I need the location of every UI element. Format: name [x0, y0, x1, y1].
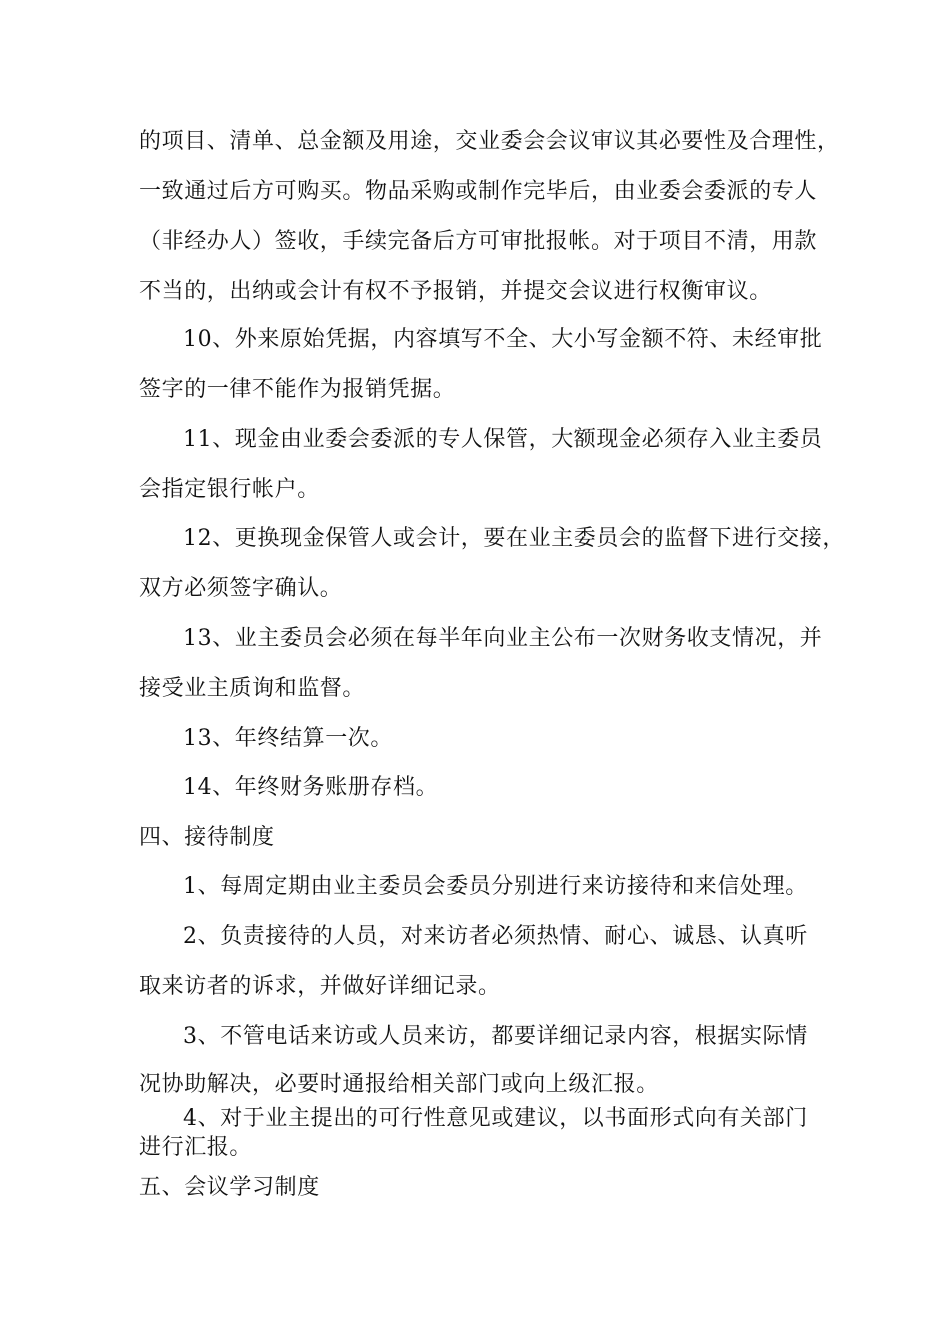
section-heading: 五、会议学习制度: [139, 1175, 320, 1200]
text-line: 接受业主质询和监督。: [139, 676, 366, 701]
text-line: 13、业主委员会必须在每半年向业主公布一次财务收支情况，并: [183, 626, 823, 651]
text-line: 2、负责接待的人员，对来访者必须热情、耐心、诚恳、认真听: [183, 924, 808, 949]
text-line: 10、外来原始凭据，内容填写不全、大小写金额不符、未经审批: [183, 327, 823, 352]
text-line: 签字的一律不能作为报销凭据。: [139, 377, 456, 402]
text-line: （非经办人）签收，手续完备后方可审批报帐。对于项目不清，用款: [139, 229, 818, 254]
text-line: 11、现金由业委会委派的专人保管，大额现金必须存入业主委员: [183, 427, 823, 452]
text-line: 4、对于业主提出的可行性意见或建议，以书面形式向有关部门: [183, 1106, 808, 1131]
text-line: 双方必须签字确认。: [139, 576, 343, 601]
section-heading: 四、接待制度: [139, 825, 275, 850]
text-line: 3、不管电话来访或人员来访，都要详细记录内容，根据实际情: [183, 1024, 808, 1049]
text-line: 1、每周定期由业主委员会委员分别进行来访接待和来信处理。: [183, 874, 808, 899]
text-line: 14、年终财务账册存档。: [183, 775, 439, 800]
text-line: 会指定银行帐户。: [139, 477, 320, 502]
text-line: 13、年终结算一次。: [183, 726, 393, 751]
text-line: 12、更换现金保管人或会计，要在业主委员会的监督下进行交接，: [183, 526, 845, 551]
text-line: 不当的，出纳或会计有权不予报销，并提交会议进行权衡审议。: [139, 279, 772, 304]
text-line: 取来访者的诉求，并做好详细记录。: [139, 974, 501, 999]
text-line: 进行汇报。: [139, 1135, 253, 1160]
text-line: 况协助解决，必要时通报给相关部门或向上级汇报。: [139, 1072, 659, 1097]
text-line: 的项目、清单、总金额及用途，交业委会会议审议其必要性及合理性，: [139, 129, 840, 154]
text-line: 一致通过后方可购买。物品采购或制作完毕后，由业委会委派的专人: [139, 179, 818, 204]
